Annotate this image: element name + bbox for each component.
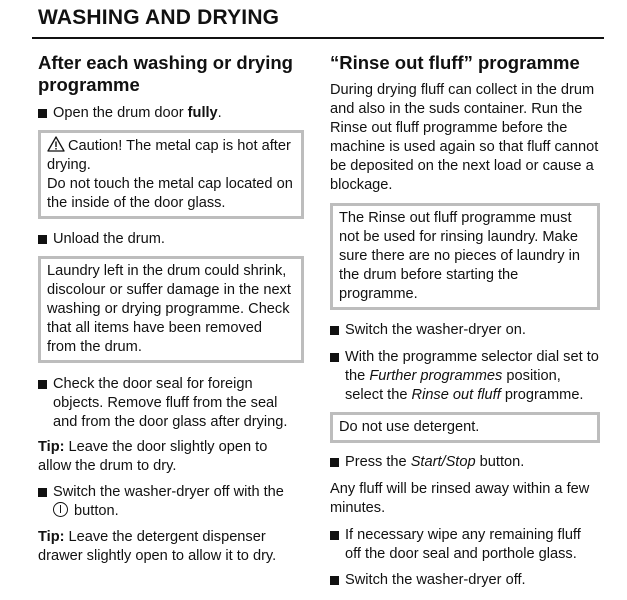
- left-heading: After each washing or drying programme: [38, 52, 293, 95]
- detergent-box: Do not use detergent.: [330, 412, 600, 443]
- bullet-square-icon: [330, 531, 339, 540]
- left-bullet-unload: Unload the drum.: [38, 230, 304, 249]
- bullet-square-icon: [38, 380, 47, 389]
- laundry-warning-box: Laundry left in the drum could shrink, discolour or suffer damage in the next washing or drying programme. Check that all items have been removed from the drum.: [38, 256, 304, 363]
- bullet-square-icon: [38, 235, 47, 244]
- rinse-duration-note: Any fluff will be rinsed away within a few minutes.: [330, 481, 590, 516]
- bullet-square-icon: [330, 576, 339, 585]
- left-bullet-open-door: Open the drum door fully.: [38, 104, 304, 123]
- title-rule: [32, 37, 604, 39]
- tip-door: Tip: Leave the door slightly open to allow the drum to dry.: [38, 439, 268, 474]
- tip-drawer: Tip: Leave the detergent dispenser drawer slightly open to allow it to dry.: [38, 529, 277, 564]
- right-heading: “Rinse out fluff” programme: [330, 52, 580, 73]
- right-bullet-start-stop: Press the Start/Stop button.: [330, 453, 600, 472]
- caution-text: Caution! The metal cap is hot after drying.: [47, 138, 291, 173]
- bullet-square-icon: [38, 109, 47, 118]
- bullet-square-icon: [330, 458, 339, 467]
- page-title: WASHING AND DRYING: [38, 6, 280, 29]
- left-column: [38, 52, 304, 566]
- right-bullet-switch-off: Switch the washer-dryer off.: [330, 571, 600, 590]
- caution-detail: Do not touch the metal cap located on the inside of the door glass.: [47, 176, 293, 211]
- right-bullet-select-programme: With the programme selector dial set to the Further programmes position, select the Rinse out fluff programme.: [330, 348, 600, 405]
- left-bullet-door-seal: Check the door seal for foreign objects. Remove fluff from the seal and from the door glass after drying.: [38, 375, 304, 432]
- power-button-icon: [53, 502, 68, 517]
- rinse-intro: During drying fluff can collect in the drum and also in the suds container. Run the Rinse out fluff programme before the machine is used again so that fluff cannot be deposited on the next load or cause a blockage.: [330, 82, 599, 193]
- warning-triangle-icon: [47, 136, 65, 152]
- rinse-warning-box: The Rinse out fluff programme must not be used for rinsing laundry. Make sure there are no pieces of laundry in the drum before starting the programme.: [330, 203, 600, 310]
- bullet-square-icon: [330, 326, 339, 335]
- right-column: [330, 52, 600, 590]
- bullet-square-icon: [330, 353, 339, 362]
- right-bullet-wipe-fluff: If necessary wipe any remaining fluff off the door seal and porthole glass.: [330, 526, 600, 564]
- bullet-square-icon: [38, 488, 47, 497]
- caution-box: [38, 130, 304, 219]
- left-bullet-switch-off: Switch the washer-dryer off with the button.: [38, 483, 304, 521]
- right-bullet-switch-on: Switch the washer-dryer on.: [330, 321, 600, 340]
